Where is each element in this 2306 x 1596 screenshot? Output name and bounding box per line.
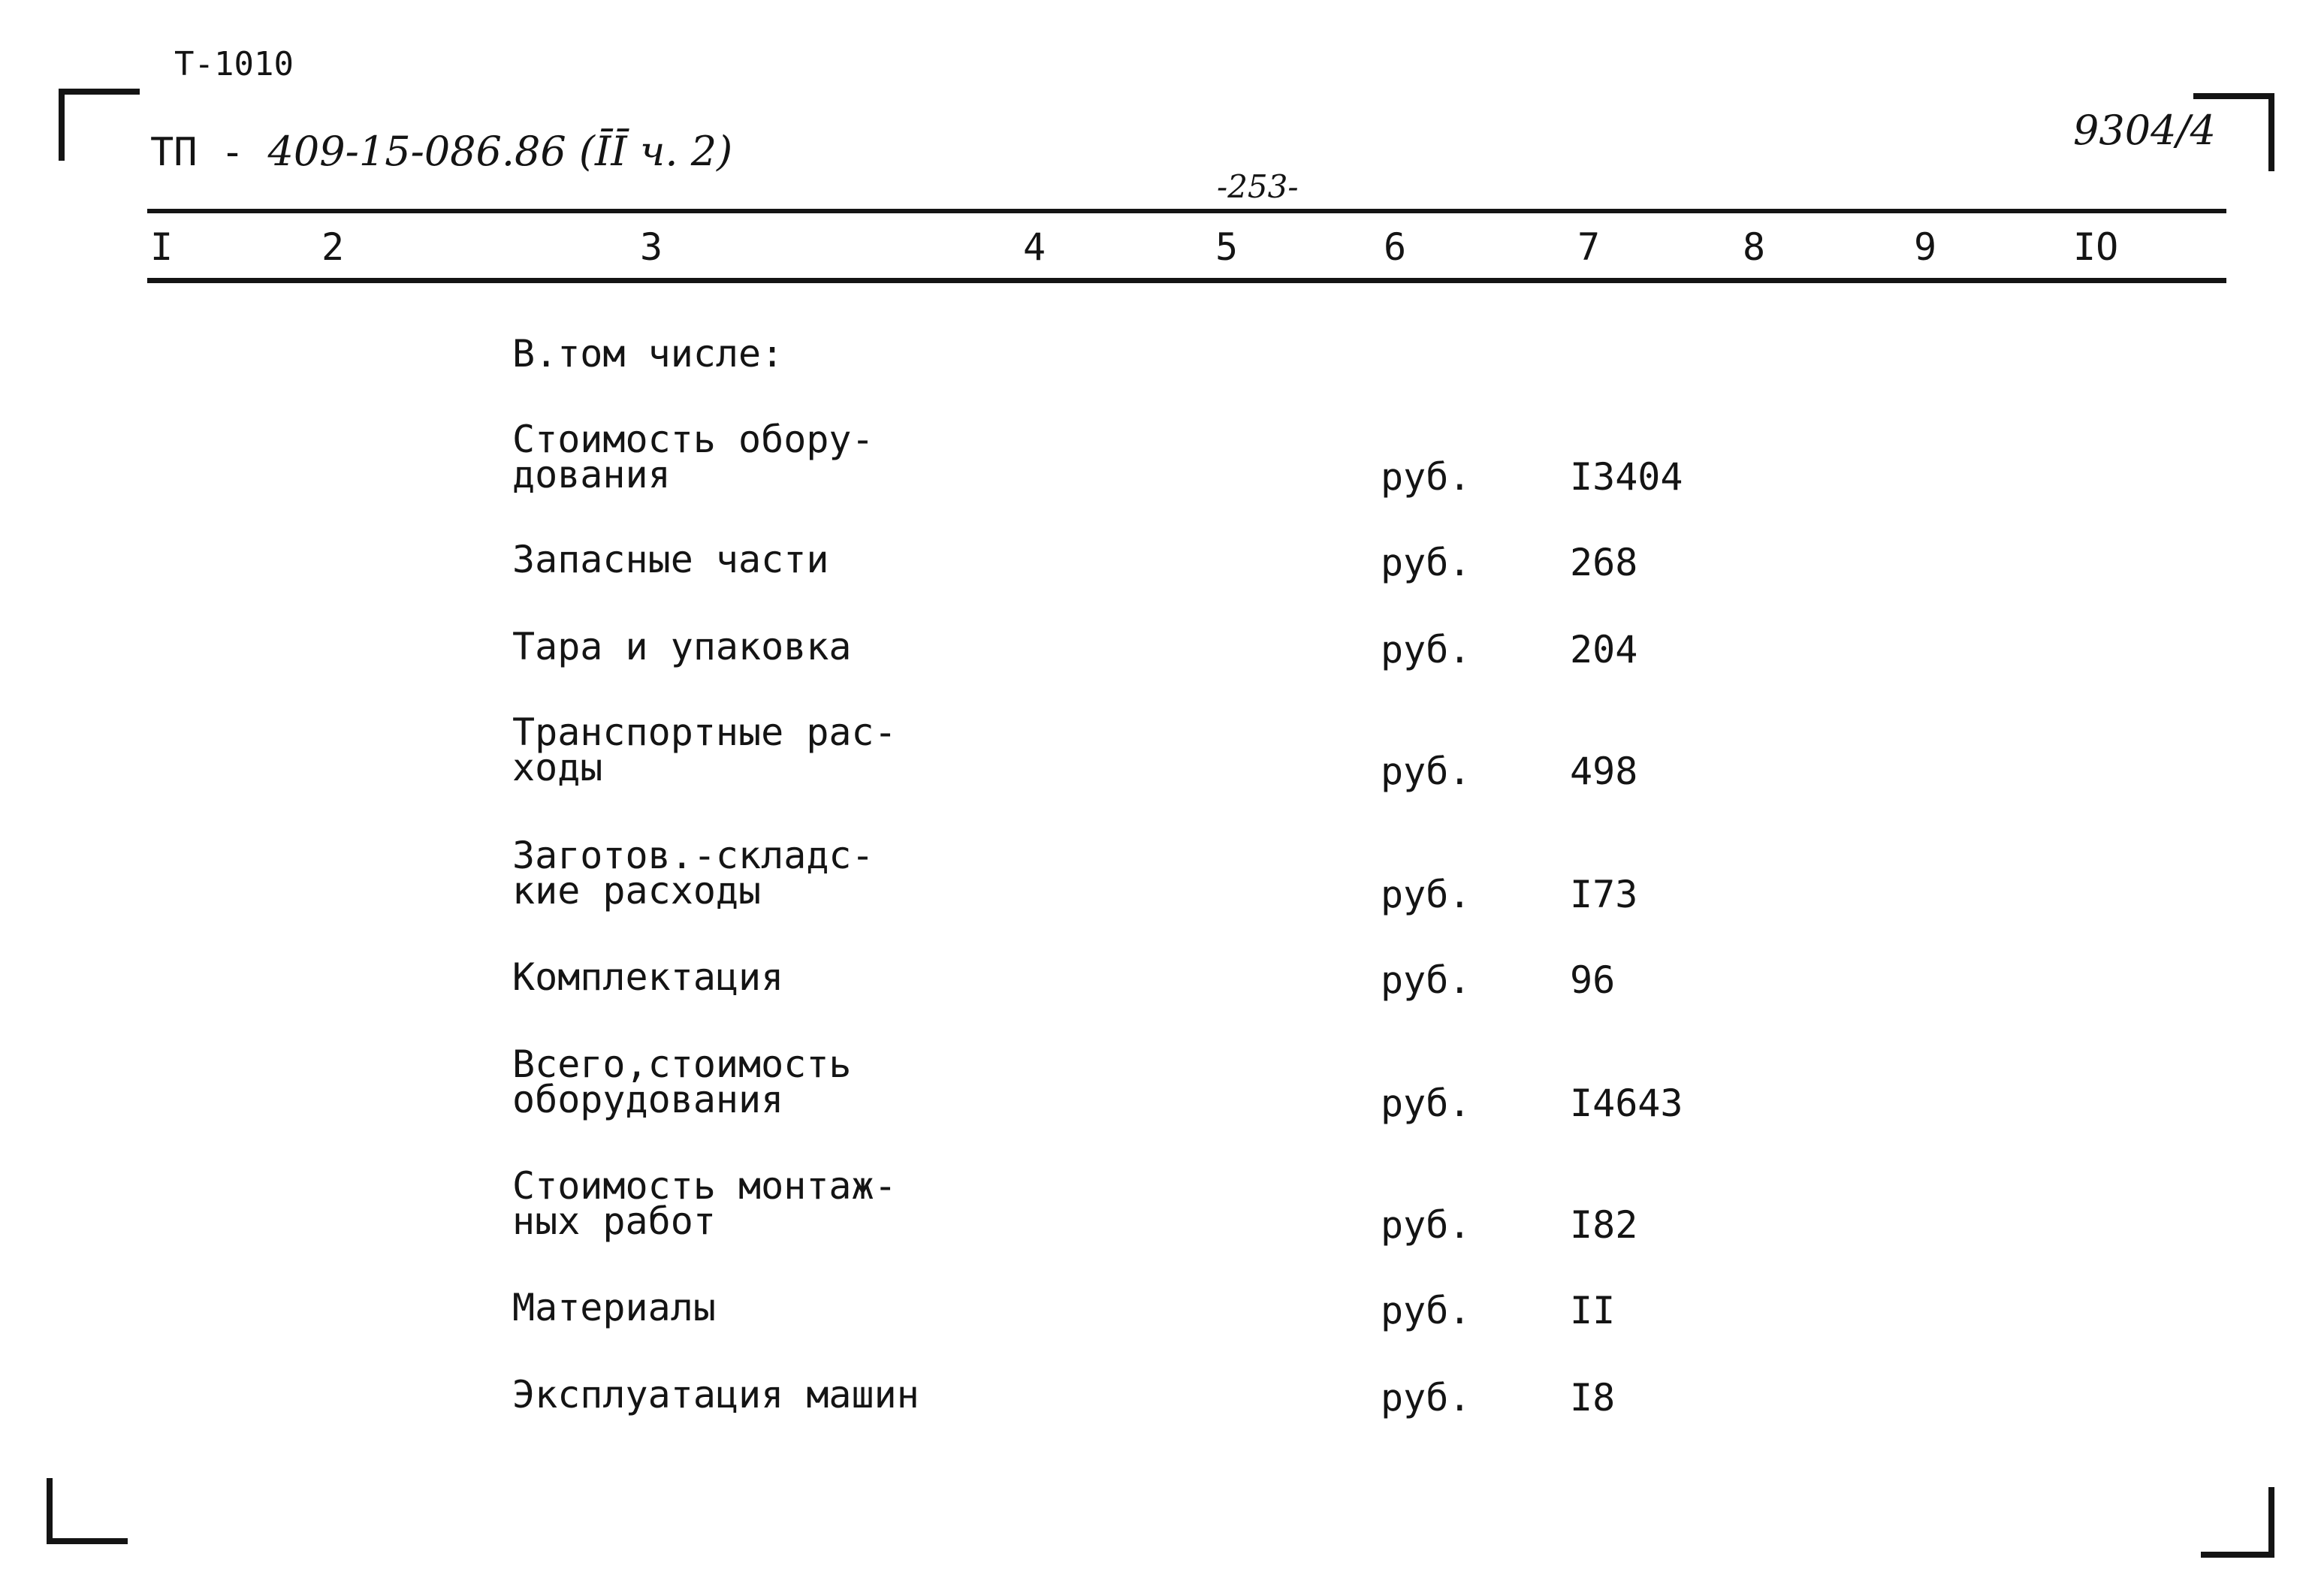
item-value: I82: [1570, 1203, 1638, 1247]
item-value: I3404: [1570, 455, 1683, 499]
item-label-line: оборудования: [512, 1078, 784, 1121]
item-unit: руб.: [1381, 873, 1471, 916]
item-unit: руб.: [1381, 1203, 1471, 1247]
designation-handwritten: 409-15-086.86 (ĪĪ ч. 2): [267, 128, 733, 175]
item-label-line: Стоимость монтаж-: [512, 1164, 897, 1208]
column-number-10: IO: [2073, 225, 2119, 269]
item-label-line: Материалы: [512, 1286, 716, 1329]
item-label-line: Заготов.-складс-: [512, 834, 874, 877]
column-number-1: I: [150, 225, 174, 269]
item-value: 96: [1570, 958, 1616, 1002]
column-number-3: 3: [640, 225, 663, 269]
item-label-line: ных работ: [512, 1199, 716, 1243]
item-label-line: Тара и упаковка: [512, 625, 852, 668]
item-unit: руб.: [1381, 1376, 1471, 1420]
table-header-rule-top: [147, 209, 2226, 213]
item-unit: руб.: [1381, 628, 1471, 671]
column-number-7: 7: [1577, 225, 1601, 269]
item-unit: руб.: [1381, 455, 1471, 499]
project-designation: [150, 128, 732, 175]
item-label-line: Всего,стоимость: [512, 1042, 852, 1086]
item-label-line: Стоимость обору-: [512, 418, 874, 461]
item-label-line: Запасные части: [512, 538, 829, 581]
section-heading: В.том числе:: [512, 332, 784, 376]
column-number-9: 9: [1914, 225, 1937, 269]
reference-number: 9304/4: [2073, 107, 2216, 154]
column-number-5: 5: [1215, 225, 1239, 269]
column-number-8: 8: [1743, 225, 1766, 269]
designation-prefix: ТП -: [150, 130, 268, 175]
item-unit: руб.: [1381, 1082, 1471, 1125]
item-value: II: [1570, 1289, 1616, 1332]
item-label-line: дования: [512, 453, 671, 496]
column-number-6: 6: [1384, 225, 1407, 269]
corner-bracket-top-left: [59, 89, 140, 161]
item-unit: руб.: [1381, 541, 1471, 584]
item-label-line: Транспортные рас-: [512, 711, 897, 754]
column-number-2: 2: [321, 225, 345, 269]
item-value: I73: [1570, 873, 1638, 916]
column-number-4: 4: [1023, 225, 1046, 269]
corner-bracket-bottom-right: [2201, 1487, 2274, 1558]
item-value: 268: [1570, 541, 1638, 584]
item-unit: руб.: [1381, 958, 1471, 1002]
document-code: Т-1010: [174, 45, 294, 83]
corner-bracket-bottom-left: [47, 1478, 128, 1544]
item-value: I8: [1570, 1376, 1616, 1420]
item-value: 498: [1570, 750, 1638, 793]
page-number: -253-: [1217, 168, 1299, 205]
item-value: I4643: [1570, 1082, 1683, 1125]
item-unit: руб.: [1381, 750, 1471, 793]
item-label-line: ходы: [512, 746, 603, 789]
item-unit: руб.: [1381, 1289, 1471, 1332]
table-header-rule-bottom: [147, 278, 2226, 283]
item-value: 204: [1570, 628, 1638, 671]
item-label-line: Эксплуатация машин: [512, 1373, 919, 1416]
item-label-line: кие расходы: [512, 869, 762, 913]
item-label-line: Комплектация: [512, 955, 784, 999]
